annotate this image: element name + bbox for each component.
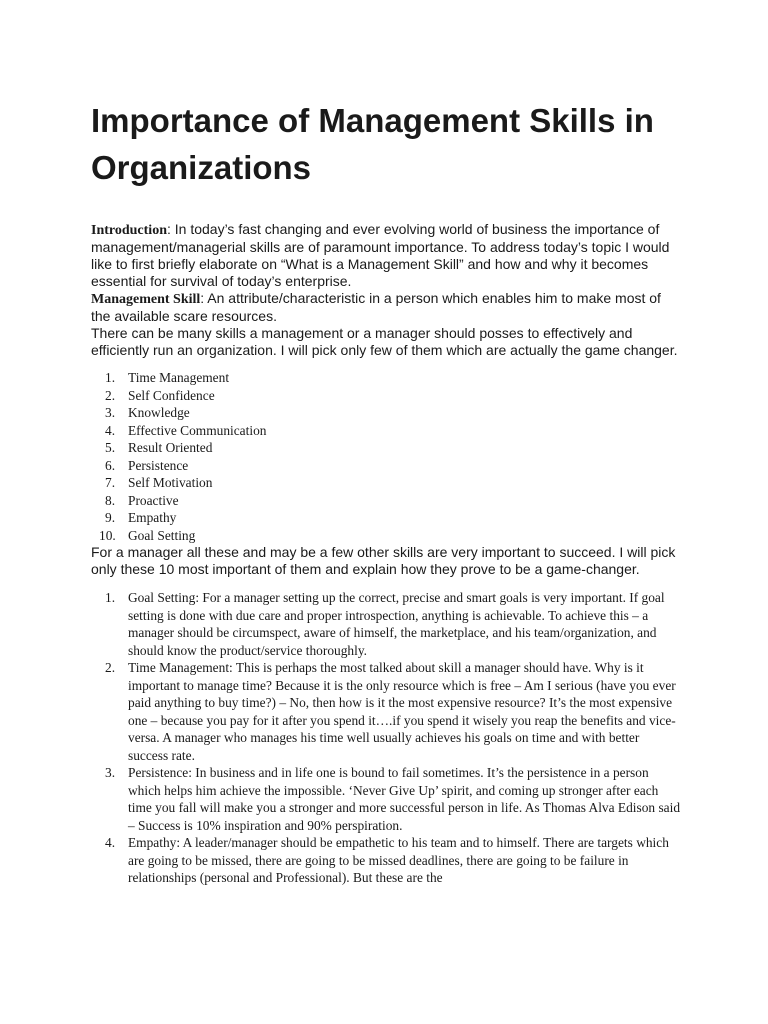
list-item: 3. Persistence: In business and in life one is bound to fail sometimes. It’s the persistence in a person which helps him achieve the impossible. ‘Never Give Up’ spirit, and coming up stronger after each time you fall will make you a stronger and more successful person in life. As Thomas Alva Edison said – Success is 10% inspiration and 90% perspiration. — [105, 765, 681, 833]
list-item: 2. Self Confidence — [105, 387, 215, 403]
pick-paragraph: For a manager all these and may be a few other skills are very important to succeed. I will pick only these 10 most important of them and explain how they prove to be a game-changer. — [91, 544, 676, 577]
list-item: 1. Goal Setting: For a manager setting up the correct, precise and smart goals is very important. If goal setting is done with due care and proper introspection, anything is achievable. To achieve this – a manager should be circumspect, aware of himself, the marketplace, and his team/organization, and should know the product/service thoroughly. — [105, 590, 665, 658]
list-item: 3. Knowledge — [105, 405, 190, 420]
list-item: 6. Persistence — [105, 457, 189, 473]
intro-paragraph — [91, 221, 681, 290]
skills-list — [91, 369, 681, 544]
list-item: 2. Time Management: This is perhaps the most talked about skill a manager should have. Why is it important to manage time? Because it is the only resource which is free – Am I serious (have you ever paid anything to buy time?) – No, then how is it the most expensive resource? It’s the most expensive one – because you pay for it after you spend it….if you spend it wisely you reap the benefits and vice-versa. A manager who manages his time well usually achieves his goals on time and with better success rate. — [105, 660, 676, 763]
list-item: 5. Result Oriented — [105, 440, 213, 455]
list-item: 7. Self Motivation — [105, 475, 213, 490]
list-item: 10. Goal Setting — [99, 527, 196, 543]
intro-text: : In today’s fast changing and ever evolving world of business the importance of management/managerial skills are of paramount importance. To address today’s topic I would like to first briefly elaborate on “What is a Management Skill” and how and why it becomes essential for survival of today’s enterprise. — [91, 221, 670, 289]
list-item: 1. Time Management — [105, 370, 230, 385]
list-item: 9. Empathy — [105, 510, 177, 525]
definition-paragraph — [91, 290, 681, 325]
definition-label: Management Skill — [91, 292, 201, 307]
page-title: Importance of Management Skills in Organizations — [91, 102, 654, 186]
many-skills-paragraph: There can be many skills a management or a manager should posses to effectively and efficiently run an organization. I will pick only few of them which are actually the game changer. — [91, 325, 678, 358]
list-item: 4. Effective Communication — [105, 422, 267, 438]
definition-text: : An attribute/characteristic in a person which enables him to make most of the available scare resources. — [91, 290, 661, 324]
list-item: 4. Empathy: A leader/manager should be empathetic to his team and to himself. There are targets which are going to be missed, there are going to be missed deadlines, there are going to be failure in relationships (personal and Professional). But these are the — [105, 835, 669, 885]
list-item: 8. Proactive — [105, 492, 179, 508]
intro-label: Introduction — [91, 223, 167, 238]
explanations-list — [91, 589, 681, 887]
document-page — [91, 0, 681, 887]
